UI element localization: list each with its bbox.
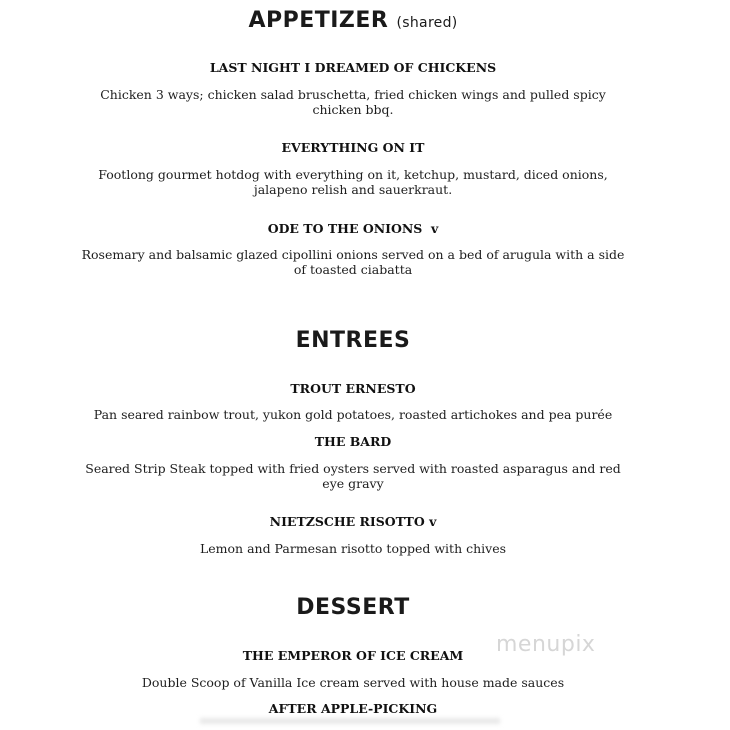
watermark: menupix <box>496 632 596 657</box>
menu-item-title: TROUT ERNESTO <box>290 381 416 396</box>
menu-item-title: NIETZSCHE RISOTTO v <box>269 514 437 529</box>
menu-item-title: AFTER APPLE-PICKING <box>268 701 438 716</box>
appetizer-title: APPETIZER <box>248 8 389 33</box>
menu-item-description: Chicken 3 ways; chicken salad bruschetta, fried chicken wings and pulled spicy chicken bbq. <box>100 87 606 117</box>
menu-item-description: Lemon and Parmesan risotto topped with chives <box>199 541 507 556</box>
dessert-heading: DESSERT <box>296 595 410 620</box>
menu-item-title: THE BARD <box>314 434 392 449</box>
menu-item-description: Rosemary and balsamic glazed cipollini onions served on a bed of arugula with a side of toasted ciabatta <box>81 247 625 277</box>
menu-item-title: EVERYTHING ON IT <box>281 140 425 155</box>
menu-item-title: LAST NIGHT I DREAMED OF CHICKENS <box>209 60 497 75</box>
entrees-heading: ENTREES <box>295 328 411 353</box>
menu-item-description: Double Scoop of Vanilla Ice cream served with house made sauces <box>141 675 565 690</box>
appetizer-heading <box>0 8 706 33</box>
menu-item-description: Pan seared rainbow trout, yukon gold potatoes, roasted artichokes and pea purée <box>93 407 613 422</box>
menu-item-title: THE EMPEROR OF ICE CREAM <box>242 648 464 663</box>
appetizer-note: (shared) <box>396 15 458 31</box>
cut-off-text <box>200 718 500 724</box>
menu-item-description: Seared Strip Steak topped with fried oysters served with roasted asparagus and red eye gravy <box>85 461 621 491</box>
menu-item-title: ODE TO THE ONIONS v <box>267 221 439 236</box>
menu-item-description: Footlong gourmet hotdog with everything on it, ketchup, mustard, diced onions, jalapeno relish and sauerkraut. <box>98 167 608 197</box>
